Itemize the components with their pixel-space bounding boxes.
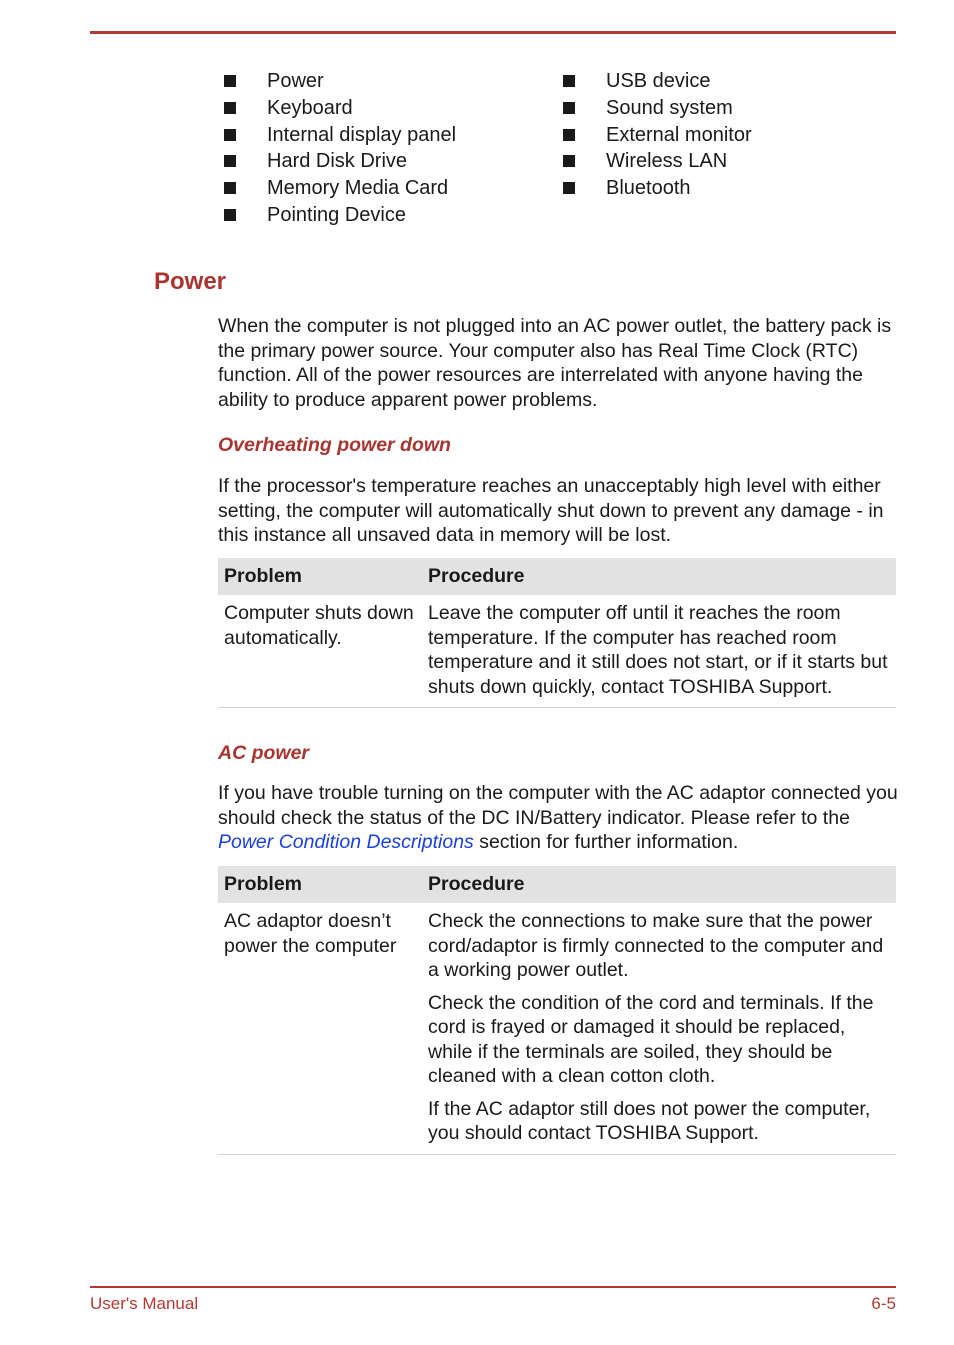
bullet-square-icon [563,129,575,141]
list-item [224,202,456,229]
list-item [563,68,752,95]
power-intro-paragraph: When the computer is not plugged into an AC power outlet, the battery pack is the primary power source. Your computer also has Real Time Clock (RTC) function. All of the power resources are interrelated with anyone having the ability to produce apparent power problems. [218,315,892,411]
list-item-label: Hard Disk Drive [267,150,408,173]
ac-power-text-after: section for further information. [473,831,739,853]
list-item-label: Internal display panel [267,123,457,146]
bullet-square-icon [224,102,236,114]
list-item-label: Power [267,70,324,92]
subheading-ac-power: AC power [218,742,310,764]
list-item-label: Wireless LAN [606,150,728,173]
bullet-square-icon [224,209,236,221]
header-rule [90,31,896,34]
subheading-overheating: Overheating power down [218,434,451,456]
procedure-step: Check the connections to make sure that the power cord/adaptor is firmly connected to the computer and a working power outlet. [428,910,884,981]
procedure-step: If the AC adaptor still does not power the computer, you should contact TOSHIBA Support. [428,1097,871,1144]
procedure-cell: Leave the computer off until it reaches the room temperature. If the computer has reached room temperature and it still does not start, or if it starts but shuts down quickly, contact TOSHIBA Support. [422,595,896,708]
list-item [563,175,752,202]
list-item [224,95,456,122]
ac-power-paragraph [218,781,898,855]
procedure-step: Check the condition of the cord and terminals. If the cord is frayed or damaged it should be replaced, while if the terminals are soiled, they should be cleaned with a clean cotton cloth. [428,991,874,1087]
table-header-row [218,866,896,903]
column-header-procedure: Procedure [422,866,896,903]
component-list-left [224,68,456,229]
list-item-label: Sound system [606,96,733,119]
list-item-label: Pointing Device [267,203,406,226]
bullet-square-icon [563,155,575,167]
table-row [218,595,896,708]
footer-manual-title: User's Manual [90,1294,199,1313]
problem-cell: Computer shuts down automatically. [218,595,422,708]
bullet-square-icon [224,129,236,141]
list-item-label: Keyboard [267,96,353,119]
section-heading-power: Power [154,268,227,295]
bullet-square-icon [563,182,575,194]
bullet-square-icon [563,102,575,114]
list-item [224,68,456,95]
list-item-label: Bluetooth [606,177,691,200]
list-item [563,148,752,175]
list-item [224,122,456,149]
problem-cell: AC adaptor doesn’t power the computer [218,903,422,1154]
table-header-row [218,558,896,595]
bullet-square-icon [563,75,575,87]
list-item [224,148,456,175]
column-header-problem: Problem [218,558,422,595]
ac-power-text-before: If you have trouble turning on the computer with the AC adaptor connected you should check the status of the DC IN/Battery indicator. Please refer to the [218,782,898,829]
overheating-paragraph: If the processor's temperature reaches an unacceptably high level with either setting, the computer will automatically shut down to prevent any damage - in this instance all unsaved data in memory will be lost. [218,475,884,546]
list-item-label: Memory Media Card [267,177,449,200]
list-item [563,95,752,122]
footer-page-number: 6-5 [871,1294,896,1313]
list-item [563,122,752,149]
component-list-right [563,68,752,202]
bullet-square-icon [224,182,236,194]
power-condition-descriptions-link[interactable]: Power Condition Descriptions [218,831,474,853]
list-item-label: USB device [606,70,711,92]
bullet-square-icon [224,155,236,167]
ac-power-table [218,866,896,1155]
table-row [218,903,896,1154]
procedure-cell [422,903,896,1154]
list-item-label: External monitor [606,123,752,146]
column-header-procedure: Procedure [422,558,896,595]
column-header-problem: Problem [218,866,422,903]
footer-rule [90,1286,896,1288]
bullet-square-icon [224,75,236,87]
list-item [224,175,456,202]
overheating-table [218,558,896,708]
